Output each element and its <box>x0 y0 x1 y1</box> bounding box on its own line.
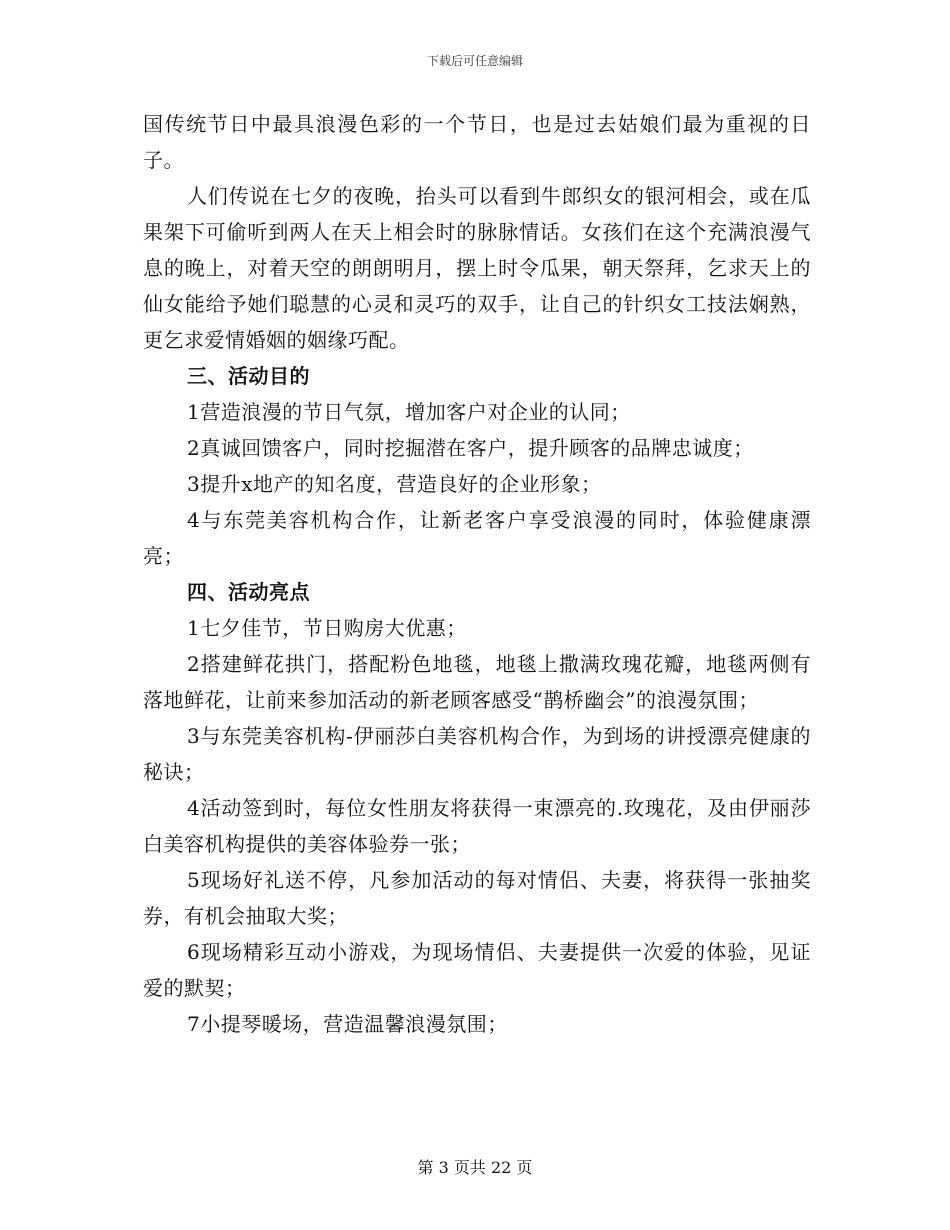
purpose-item-2: 2真诚回馈客户，同时挖掘潜在客户，提升顾客的品牌忠诚度； <box>187 436 754 460</box>
highlight-item-4: 4活动签到时，每位女性朋友将获得一束漂亮的.玫瑰花，及由伊丽莎白美容机构提供的美容体验券一张； <box>143 796 811 856</box>
page-footer: 第 3 页共 22 页 <box>417 1158 533 1177</box>
highlight-item-7: 7小提琴暖场，营造温馨浪漫氛围； <box>187 1012 508 1036</box>
purpose-item-1: 1营造浪漫的节日气氛，增加客户对企业的认同； <box>187 400 631 424</box>
paragraph-continuation: 国传统节日中最具浪漫色彩的一个节日，也是过去姑娘们最为重视的日子。 <box>143 112 811 172</box>
highlight-item-6: 6现场精彩互动小游戏，为现场情侣、夫妻提供一次爱的体验，见证爱的默契； <box>143 940 811 1000</box>
highlight-item-1: 1七夕佳节，节日购房大优惠； <box>187 616 467 640</box>
highlight-item-3: 3与东莞美容机构-伊丽莎白美容机构合作，为到场的讲授漂亮健康的秘诀； <box>143 724 811 784</box>
page-header: 下载后可任意编辑 <box>426 54 523 68</box>
section-heading-purpose: 三、活动目的 <box>187 364 310 388</box>
purpose-item-3: 3提升x地产的知名度，营造良好的企业形象； <box>187 472 602 496</box>
purpose-item-4: 4与东莞美容机构合作，让新老客户享受浪漫的同时，体验健康漂亮； <box>143 508 811 568</box>
highlight-item-5: 5现场好礼送不停，凡参加活动的每对情侣、夫妻，将获得一张抽奖券，有机会抽取大奖； <box>143 868 811 928</box>
document-body <box>143 106 811 1042</box>
highlight-item-2: 2搭建鲜花拱门，搭配粉色地毯，地毯上撒满玫瑰花瓣，地毯两侧有落地鲜花，让前来参加活动的新老顾客感受“鹊桥幽会”的浪漫氛围； <box>143 652 811 712</box>
section-heading-highlights: 四、活动亮点 <box>187 580 310 604</box>
paragraph-legend: 人们传说在七夕的夜晚，抬头可以看到牛郎织女的银河相会，或在瓜果架下可偷听到两人在天上相会时的脉脉情话。女孩们在这个充满浪漫气息的晚上，对着天空的朗朗明月，摆上时令瓜果，朝天祭拜，乞求天上的仙女能给予她们聪慧的心灵和灵巧的双手，让自己的针织女工技法娴熟，更乞求爱情婚姻的姻缘巧配。 <box>143 184 811 352</box>
